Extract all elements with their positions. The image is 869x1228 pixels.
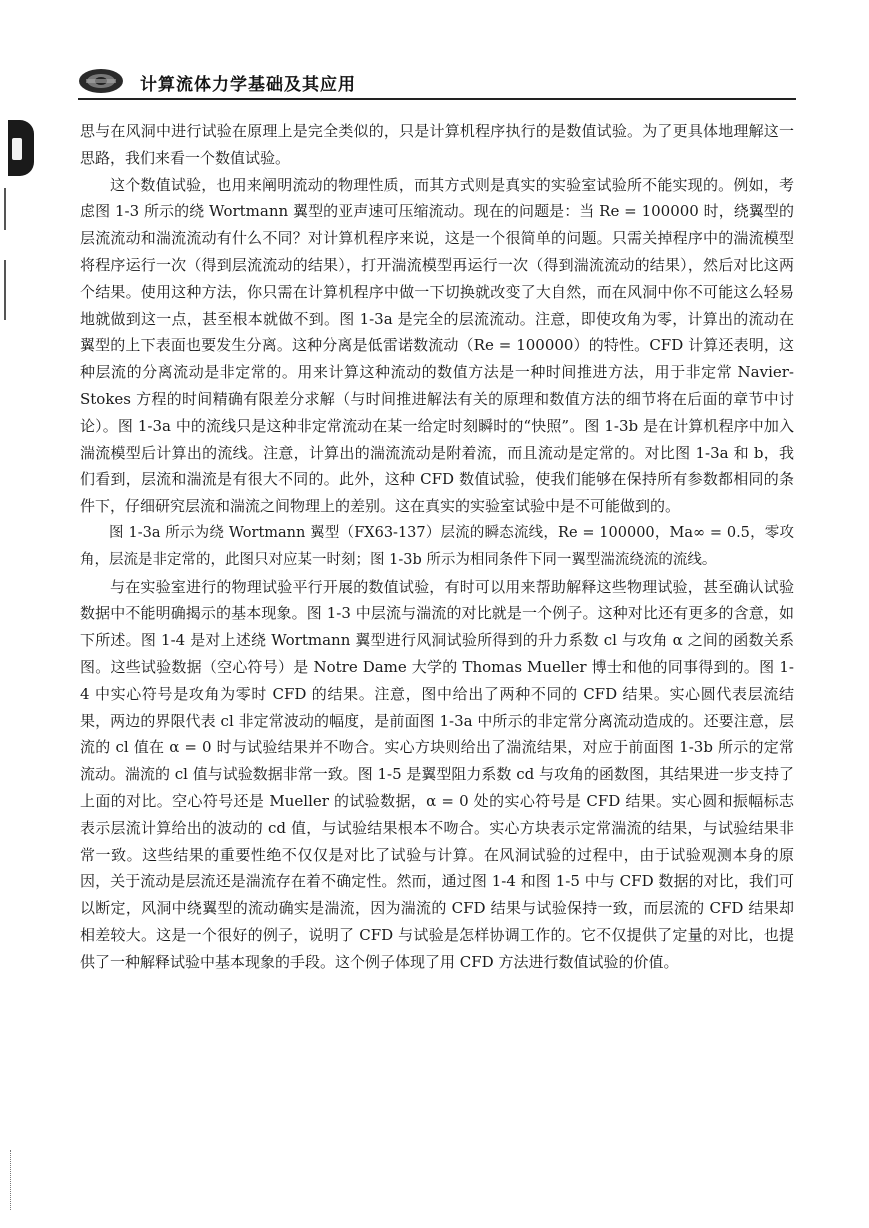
figure-caption-1-3: 图 1-3a 所示为绕 Wortmann 翼型（FX63-137）层流的瞬态流线，Re = 100000，Ma∞ = 0.5，零攻角，层流是非定常的，此图只对应某一时刻；图 1-3b 所示为相同条件下同一翼型湍流绕流的流线。 (80, 524, 794, 568)
page-header (78, 62, 796, 100)
book-logo-icon (78, 68, 124, 94)
paragraph-1: 思与在风洞中进行试验在原理上是完全类似的，只是计算机程序执行的是数值试验。为了更具体地理解这一思路，我们来看一个数值试验。 (80, 122, 794, 167)
scan-edge-mark (4, 260, 6, 320)
book-title: 计算流体力学基础及其应用 (140, 75, 356, 95)
chapter-number-mark (12, 138, 22, 160)
paragraph-2: 这个数值试验，也用来阐明流动的物理性质，而其方式则是真实的实验室试验所不能实现的。例如，考虑图 1-3 所示的绕 Wortmann 翼型的亚声速可压缩流动。现在的问题是：当 Re = 100000 时，绕翼型的层流流动和湍流流动有什么不同？对计算机程序来说，这是一个很简单的问题。只需关掉程序中的湍流模型将程序运行一次（得到层流流动的结果），打开湍流模型再运行一次（得到湍流流动的结果），然后对比这两个结果。使用这种方法，你只需在计算机程序中做一下切换就改变了大自然，而在风洞中你不可能这么轻易地就做到这一点，甚至根本就做不到。图 1-3a 是完全的层流流动。注意，即使攻角为零，计算出的流动在翼型的上下表面也要发生分离。这种分离是低雷诺数流动（Re = 100000）的特性。CFD 计算还表明，这种层流的分离流动是非定常的。用来计算这种流动的数值方法是一种时间推进方法，用于非定常 Navier-Stokes 方程的时间精确有限差分求解（与时间推进解法有关的原理和数值方法的细节将在后面的章节中讨论）。图 1-3a 中的流线只是这种非定常流动在某一给定时刻瞬时的“快照”。图 1-3b 是在计算机程序中加入湍流模型后计算出的流线。注意，计算出的湍流流动是附着流，而且流动是定常的。对比图 1-3a 和 b，我们看到，层流和湍流是有很大不同的。此外，这种 CFD 数值试验，使我们能够在保持所有参数都相同的条件下，仔细研究层流和湍流之间物理上的差别。这在真实的实验室试验中是不可能做到的。 (80, 175, 794, 516)
scan-edge-mark (4, 188, 6, 230)
page-body (80, 118, 794, 976)
chapter-tab-marker (8, 120, 34, 176)
scan-edge-dots (10, 1150, 13, 1210)
paragraph-3: 与在实验室进行的物理试验平行开展的数值试验，有时可以用来帮助解释这些物理试验，甚至确认试验数据中不能明确揭示的基本现象。图 1-3 中层流与湍流的对比就是一个例子。这种对比还有更多的含意，如下所述。图 1-4 是对上述绕 Wortmann 翼型进行风洞试验所得到的升力系数 cl 与攻角 α 之间的函数关系图。这些试验数据（空心符号）是 Notre Dame 大学的 Thomas Mueller 博士和他的同事得到的。图 1-4 中实心符号是攻角为零时 CFD 的结果。注意，图中给出了两种不同的 CFD 结果。实心圆代表层流结果，两边的界限代表 cl 非定常波动的幅度，是前面图 1-3a 中所示的非定常分离流动造成的。还要注意，层流的 cl 值在 α = 0 时与试验结果并不吻合。实心方块则给出了湍流结果，对应于前面图 1-3b 所示的定常流动。湍流的 cl 值与试验数据非常一致。图 1-5 是翼型阻力系数 cd 与攻角的函数图，其结果进一步支持了上面的对比。空心符号还是 Mueller 的试验数据，α = 0 处的实心符号是 CFD 结果。实心圆和振幅标志表示层流计算给出的波动的 cd 值，与试验结果根本不吻合。实心方块表示定常湍流的结果，与试验结果非常一致。这些结果的重要性绝不仅仅是对比了试验与计算。在风洞试验的过程中，由于试验观测本身的原因，关于流动是层流还是湍流存在着不确定性。然而，通过图 1-4 和图 1-5 中与 CFD 数据的对比，我们可以断定，风洞中绕翼型的流动确实是湍流，因为湍流的 CFD 结果与试验保持一致，而层流的 CFD 结果却相差较大。这是一个很好的例子，说明了 CFD 与试验是怎样协调工作的。它不仅提供了定量的对比，也提供了一种解释试验中基本现象的手段。这个例子体现了用 CFD 方法进行数值试验的价值。 (80, 577, 794, 971)
